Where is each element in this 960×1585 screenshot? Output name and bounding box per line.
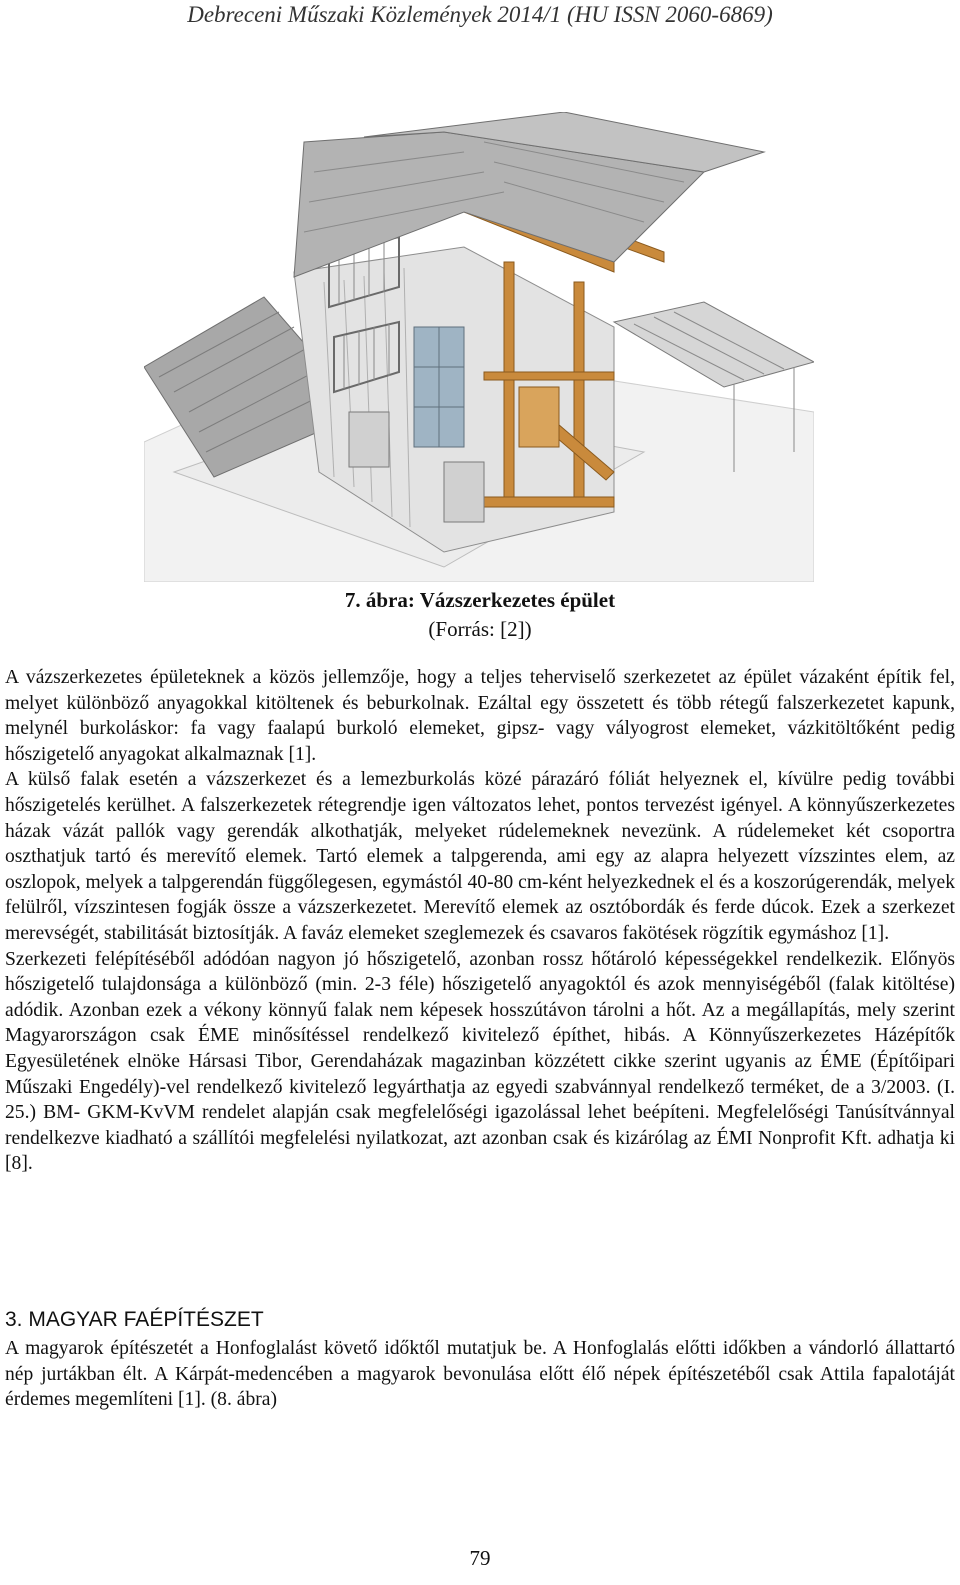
body-text <box>5 665 955 1177</box>
page-number: 79 <box>469 1546 491 1570</box>
figure-caption-title: 7. ábra: Vázszerkezetes épület <box>344 588 616 612</box>
paragraph: Szerkezeti felépítéséből adódóan nagyon jó hőszigetelő, azonban rossz hőtároló képességekkel rendelkezik. Előnyös hőszigetelő tulajdonsága a különböző (min. 2-3 féle) hőszigetelő anyagoktól és azok mennyiségéből (falak kitöltése) adódik. Azonban ezek a vékony könnyű falak nem képesek hosszútávon tárolni a hőt. Az a megállapítás, mely szerint Magyarországon csak ÉME minősítéssel rendelkező kivitelező építhet, hibás. A Könnyűszerkezetes Házépítők Egyesületének elnöke Hársasi Tibor, Gerendaházak magazinban közzétett cikke szerint ugyanis az ÉME (Építőipari Műszaki Engedély)-vel rendelkező kivitelező legyárthatja az egyedi szabvánnyal rendelkező terméket, de a 3/2003. (I. 25.) BM- GKM-KvVM rendelet alapján csak megfelelőségi igazolással lehet beépíteni. Megfelelőségi Tanúsítvánnyal rendelkezve kiadható a szállítói megfelelési nyilatkozat, azt azonban csak és kizárólag az ÉMI Nonprofit Kft. adhatja ki [8]. <box>5 948 955 1175</box>
section-heading: 3. MAGYAR FAÉPÍTÉSZET <box>5 1308 264 1331</box>
paragraph: A külső falak esetén a vázszerkezet és a lemezburkolás közé párazáró fóliát helyeznek el, kívülre pedig további hőszigetelés kerülhet. A falszerkezetek rétegrendje igen változatos lehet, pontos tervezést igényel. A könnyűszerkezetes házak vázát pallók vagy gerendák alkothatják, melyeket rúdelemeknek nevezünk. A rúdelemeket két csoportra oszthatjuk tartó és merevítő elemek. Tartó elemek a talpgerenda, ami egy az alapra helyezett vízszintes elem, az oszlopok, melyek a talpgerendán függőlegesen, egymástól 40-80 cm-ként helyezkednek el és a koszorúgerendák, melyek felülről, vízszintesen fogják össze a vázszerkezetet. Merevítő elemek az osztóbordák és ferde dúcok. Ezek a szerkezet merevségét, stabilitását biztosítják. A faváz elemeket szeglemezek és csavaros fakötések rögzítik egymáshoz [1]. <box>5 769 955 944</box>
timber-frame-building-illustration <box>144 112 814 582</box>
paragraph: A vázszerkezetes épületeknek a közös jellemzője, hogy a teljes teherviselő szerkezetet az épület vázaként építik fel, melyet különböző anyagokkal kitöltenek és beburkolnak. Ezáltal egy összetett és több rétegű falszerkezetet kapunk, melynél burkoláskor: fa vagy faalapú burkoló elemeket, gipsz- vagy vályogrost elemeket, vázkitöltőként pedig hőszigetelő anyagokat alkalmaznak [1]. <box>5 667 955 765</box>
paragraph: A magyarok építészetét a Honfoglalást követő időktől mutatjuk be. A Honfoglalás előtti időkben a vándorló állattartó nép jurtákban élt. A Kárpát-medencében a magyarok bevonulása előtt élő népek építészetéből csak Attila fapalotáját érdemes megemlíteni [1]. (8. ábra) <box>5 1338 955 1411</box>
section-text <box>5 1336 955 1413</box>
figure-caption-source: (Forrás: [2]) <box>428 617 532 641</box>
journal-header: Debreceni Műszaki Közlemények 2014/1 (HU ISSN 2060-6869) <box>187 2 773 27</box>
